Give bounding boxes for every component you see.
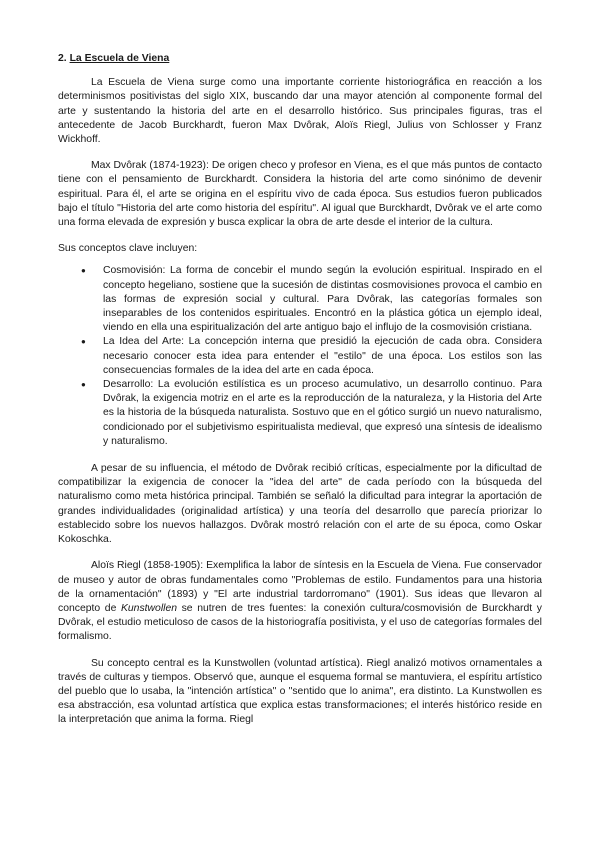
criticism-paragraph: A pesar de su influencia, el método de Dvôrak recibió críticas, especialmente por la dificultad de compatibilizar la exigencia de conocer la "idea del arte" de cada período con la búsqueda del naturalismo como meta histórica principal. También se señaló la dificultad para integrar la aportación de grandes individualidades (originalidad artística) y una teoría del desarrollo que parecía priorizar lo establecido sobre los nuevos hallazgos. Dvôrak mostró relación con el arte de su época, como Oskar Kokoschka. [58,463,542,546]
kunstwollen-term: Kunstwollen [120,602,177,614]
riegl-text-start: Aloïs Riegl (1858-1905): Exemplifica la labor de síntesis en la Escuela de Viena. Fue conservador de museo y autor de obras fundamentales como "Problemas de estilo. Fundamentos para una historia de la ornamentación" (1893) y "El arte industrial tardorromano" (1901). Sus ideas que llevaron al concepto de [58,560,542,614]
section-number: 2. [58,53,67,64]
kunstwollen-paragraph: Su concepto central es la Kunstwollen (voluntad artística). Riegl analizó motivos ornamentales a través de culturas y tiempos. Observó que, aunque el esquema formal se mantuviera, el espíritu artístico del pueblo que lo usaba, la "intención artística" o "sentido que lo anima", era distinto. La Kunstwollen es esa abstracción, esa voluntad artística que explica estas transformaciones; el interés histórico reside en la interpretación que anima la forma. Riegl [58,657,542,726]
list-item: ● Desarrollo: La evolución estilística es un proceso acumulativo, un desarrollo continuo. Para Dvôrak, la exigencia motriz en el arte es la reproducción de la naturaleza, y la Historia del Arte es la historia de la búsqueda naturalista. Sostuvo que en el gótico surgió un nuevo naturalismo, condicionado por el subjetivismo espiritualista medieval, que expresó una síntesis de idealismo y naturalismo. [91,378,542,449]
list-item: ● Cosmovisión: La forma de concebir el mundo según la evolución espiritual. Inspirado en el concepto hegeliano, sostiene que la sucesión de distintas cosmovisiones provoca el cambio en las formas de expresión social y cultural. Para Dvôrak, las categorías formales son inseparables de los contenidos espirituales. Encontró en la plástica gótica un ejemplo ideal, viendo en ella una espiritualización del arte antiguo bajo el influjo de la cosmovisión cristiana. [91,264,542,335]
list-item: ● La Idea del Arte: La concepción interna que presidió la ejecución de cada obra. Considera necesario conocer esta idea para entender el "estilo" de una época. Los estilos son las consecuencias formales de la idea del arte en cada época. [91,335,542,378]
concepts-intro: Sus conceptos clave incluyen: [58,243,198,255]
concepts-list [58,264,542,449]
intro-paragraph: La Escuela de Viena surge como una importante corriente historiográfica en reacción a los determinismos positivistas del siglo XIX, buscando dar una mayor atención al componente formal del arte y sustentando la historia del arte en el desarrollo histórico. Sus principales figuras, tras el antecedente de Jacob Burckhardt, fueron Max Dvôrak, Aloïs Riegl, Julius von Schlosser y Franz Wickhoff. [58,77,542,146]
section-heading [58,52,542,66]
riegl-paragraph [58,559,542,644]
dvorak-paragraph: Max Dvôrak (1874-1923): De origen checo y profesor en Viena, es el que más puntos de contacto tiene con el pensamiento de Burckhardt. Considera la historia del arte como sinónimo de devenir espiritual. Para él, el arte se origina en el espíritu vivo de cada época. Sus estudios fueron publicados bajo el título "Historia del arte como historia del espíritu". Al igual que Burckhardt, Dvôrak ve el arte como una forma elevada de expresión y busca explicar la obra de arte desde el interior de la cultura. [58,160,542,229]
riegl-text-end: se nutren de tres fuentes: la conexión cultura/cosmovisión de Burckhardt y Dvôrak, el estudio meticuloso de casos de la historiografía positivista, y el uso de categorías formales del formalismo. [58,602,542,643]
section-title: La Escuela de Viena [69,53,170,64]
